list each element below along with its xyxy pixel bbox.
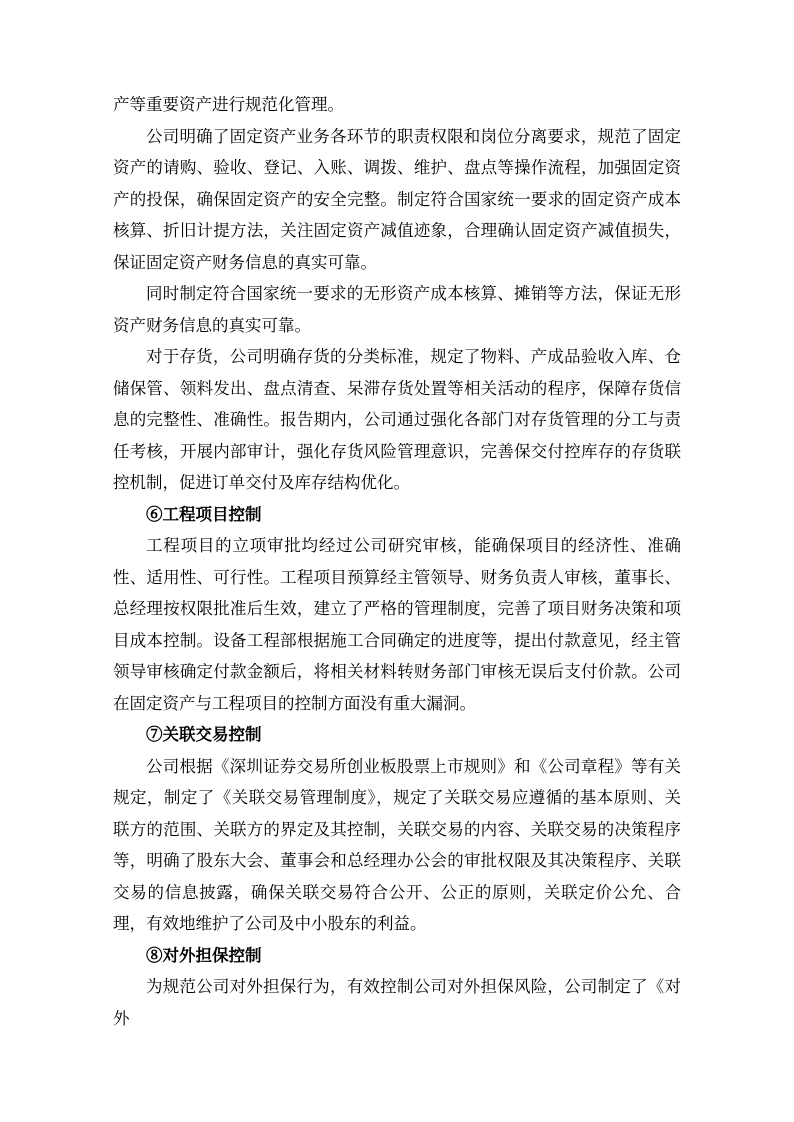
heading-external-guarantee-control: ⑧对外担保控制 [146, 945, 262, 965]
para-intangible-assets: 同时制定符合国家统一要求的无形资产成本核算、摊销等方法，保证无形资产财务信息的真实可靠。 [113, 284, 681, 335]
para-external-guarantee: 为规范公司对外担保行为，有效控制公司对外担保风险，公司制定了《对外 [113, 977, 681, 1028]
para-related-transactions: 公司根据《深圳证券交易所创业板股票上市规则》和《公司章程》等有关规定，制定了《关联交易管理制度》，规定了关联交易应遵循的基本原则、关联方的范围、关联方的界定及其控制，关联交易的内容、关联交易的决策程序等，明确了股东大会、董事会和总经理办公会的审批权限及其决策程序、关联交易的信息披露，确保关联交易符合公开、公正的原则，关联定价公允、合理，有效地维护了公司及中小股东的利益。 [113, 756, 681, 933]
para-project-control: 工程项目的立项审批均经过公司研究审核，能确保项目的经济性、准确性、适用性、可行性。工程项目预算经主管领导、财务负责人审核，董事长、总经理按权限批准后生效，建立了严格的管理制度，完善了项目财务决策和项目成本控制。设备工程部根据施工合同确定的进度等，提出付款意见，经主管领导审核确定付款金额后，将相关材料转财务部门审核无误后支付价款。公司在固定资产与工程项目的控制方面没有重大漏洞。 [113, 536, 681, 713]
para-continuation-asset-management: 产等重要资产进行规范化管理。 [113, 95, 344, 114]
heading-related-transactions-control: ⑦关联交易控制 [146, 725, 262, 744]
para-inventory-control: 对于存货，公司明确存货的分类标准，规定了物料、产成品验收入库、仓储保管、领料发出、盘点清查、呆滞存货处置等相关活动的程序，保障存货信息的完整性、准确性。报告期内，公司通过强化各部门对存货管理的分工与责任考核，开展内部审计，强化存货风险管理意识，完善保交付控库存的存货联控机制，促进订单交付及库存结构优化。 [113, 347, 681, 492]
para-fixed-assets-control: 公司明确了固定资产业务各环节的职责权限和岗位分离要求，规范了固定资产的请购、验收、登记、入账、调拨、维护、盘点等操作流程，加强固定资产的投保，确保固定资产的安全完整。制定符合国家统一要求的固定资产成本核算、折旧计提方法，关注固定资产减值迹象，合理确认固定资产减值损失，保证固定资产财务信息的真实可靠。 [113, 126, 681, 272]
heading-project-control: ⑥工程项目控制 [146, 504, 262, 524]
document-text-area [113, 89, 681, 1034]
